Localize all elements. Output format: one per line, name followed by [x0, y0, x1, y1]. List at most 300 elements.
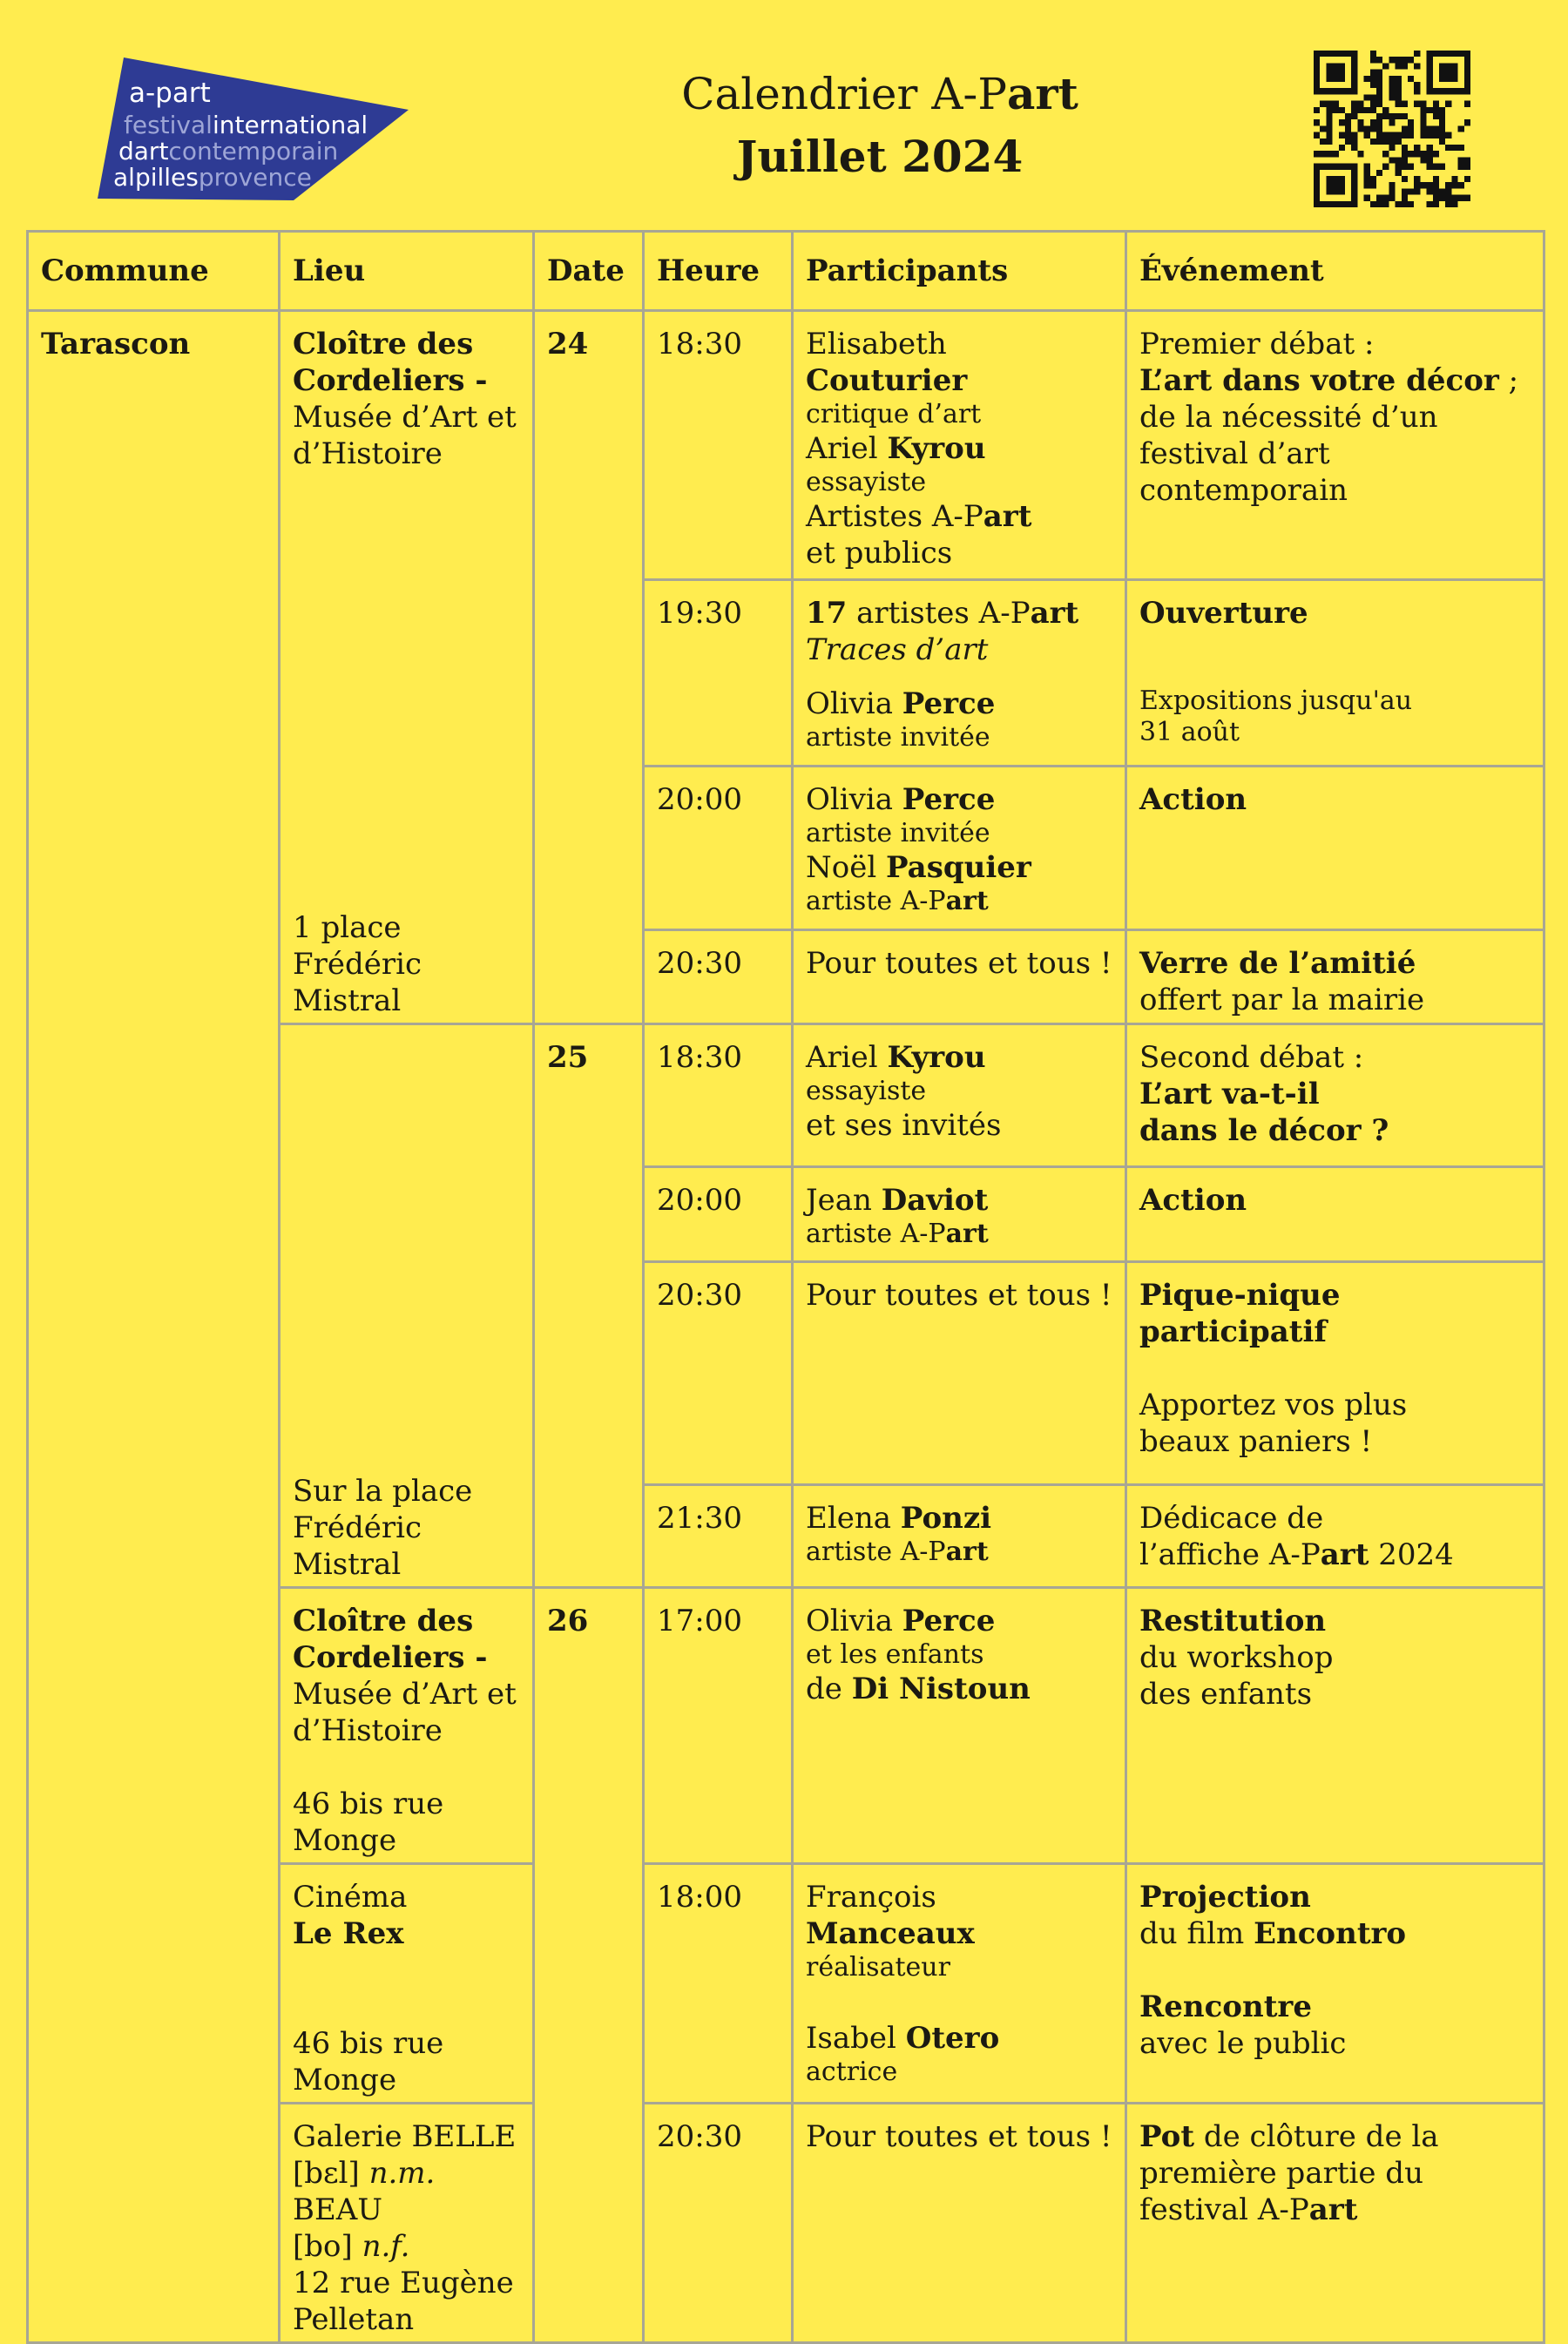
time-cell: 21:30 [644, 1485, 793, 1588]
qr-module [1433, 201, 1439, 207]
qr-module [1339, 119, 1345, 125]
qr-module [1408, 132, 1414, 138]
qr-module [1351, 101, 1357, 107]
qr-module [1427, 188, 1433, 194]
qr-module [1339, 201, 1345, 207]
qr-module [1458, 88, 1464, 94]
qr-module [1451, 145, 1457, 151]
qr-module [1364, 170, 1370, 176]
qr-module [1464, 51, 1470, 57]
qr-module [1451, 195, 1457, 201]
qr-module [1314, 182, 1320, 188]
time-cell: 18:00 [644, 1864, 793, 2104]
qr-module [1364, 195, 1370, 201]
qr-module [1314, 119, 1320, 125]
qr-module [1445, 101, 1451, 107]
qr-module [1376, 170, 1382, 176]
qr-module [1351, 107, 1357, 113]
qr-module [1333, 201, 1339, 207]
qr-module [1439, 88, 1445, 94]
qr-module [1408, 188, 1414, 194]
qr-module [1326, 51, 1332, 57]
qr-module [1451, 182, 1457, 188]
qr-module [1314, 164, 1320, 170]
qr-module [1333, 188, 1339, 194]
qr-module [1396, 101, 1402, 107]
qr-module [1402, 63, 1408, 69]
qr-module [1396, 57, 1402, 63]
qr-module [1376, 88, 1382, 94]
qr-module [1408, 125, 1414, 132]
qr-module [1389, 182, 1395, 188]
qr-module [1339, 176, 1345, 182]
qr-module [1326, 107, 1332, 113]
qr-module [1458, 157, 1464, 163]
qr-module [1351, 82, 1357, 88]
qr-module [1320, 101, 1326, 107]
qr-module [1376, 125, 1382, 132]
qr-module [1433, 188, 1439, 194]
event-cell: Ouverture Expositions jusqu'au 31 août [1126, 580, 1544, 767]
qr-module [1376, 70, 1382, 76]
qr-module [1458, 164, 1464, 170]
qr-module [1351, 170, 1357, 176]
qr-module [1464, 101, 1470, 107]
qr-module [1326, 182, 1332, 188]
qr-module [1414, 101, 1420, 107]
qr-module [1439, 138, 1445, 145]
qr-module [1414, 182, 1420, 188]
qr-module [1370, 176, 1376, 182]
qr-module [1464, 164, 1470, 170]
qr-module [1333, 76, 1339, 82]
qr-module [1408, 57, 1414, 63]
qr-module [1427, 164, 1433, 170]
qr-module [1396, 164, 1402, 170]
qr-module [1439, 76, 1445, 82]
qr-module [1370, 51, 1376, 57]
qr-module [1345, 132, 1351, 138]
qr-module [1427, 145, 1433, 151]
qr-module [1339, 70, 1345, 76]
qr-module [1445, 201, 1451, 207]
qr-module [1314, 63, 1320, 69]
date-cell: 24 [534, 311, 644, 1024]
qr-module [1370, 125, 1376, 132]
schedule-table [26, 230, 1545, 2344]
qr-module [1451, 70, 1457, 76]
participants-cell: Pour toutes et tous ! [793, 2104, 1126, 2343]
qr-module [1458, 145, 1464, 151]
qr-module [1433, 195, 1439, 201]
qr-module [1326, 101, 1332, 107]
qr-module [1351, 113, 1357, 119]
qr-module [1445, 70, 1451, 76]
qr-module [1314, 57, 1320, 63]
qr-module [1389, 138, 1395, 145]
qr-module [1389, 188, 1395, 194]
qr-module [1408, 151, 1414, 157]
festival-logo [98, 57, 411, 200]
event-cell: Action [1126, 767, 1544, 930]
qr-module [1439, 195, 1445, 201]
qr-module [1314, 201, 1320, 207]
qr-module [1427, 57, 1433, 63]
qr-module [1396, 63, 1402, 69]
qr-module [1370, 94, 1376, 100]
qr-module [1320, 88, 1326, 94]
time-cell: 18:30 [644, 1024, 793, 1167]
event-cell: Dédicace de l’affiche A-Part 2024 [1126, 1485, 1544, 1588]
qr-module [1351, 188, 1357, 194]
qr-module [1402, 145, 1408, 151]
qr-code[interactable] [1314, 51, 1470, 207]
date-cell: 25 [534, 1024, 644, 1588]
qr-module [1420, 119, 1426, 125]
qr-module [1364, 176, 1370, 182]
qr-module [1370, 82, 1376, 88]
qr-module [1376, 57, 1382, 63]
participants-cell: Pour toutes et tous ! [793, 1262, 1126, 1485]
qr-module [1402, 57, 1408, 63]
qr-module [1326, 113, 1332, 119]
qr-module [1433, 164, 1439, 170]
participants-cell: Elisabeth Couturier critique d’art Ariel Kyrou essayiste Artistes A-Part et publics [793, 311, 1126, 580]
qr-module [1420, 157, 1426, 163]
qr-module [1464, 157, 1470, 163]
qr-module [1396, 201, 1402, 207]
qr-module [1370, 76, 1376, 82]
qr-module [1439, 132, 1445, 138]
qr-module [1427, 76, 1433, 82]
qr-module [1439, 113, 1445, 119]
participants-cell: Elena Ponzi artiste A-Part [793, 1485, 1126, 1588]
qr-module [1345, 88, 1351, 94]
qr-module [1320, 151, 1326, 157]
qr-module [1351, 132, 1357, 138]
qr-module [1351, 201, 1357, 207]
qr-module [1433, 101, 1439, 107]
qr-module [1451, 51, 1457, 57]
qr-module [1333, 51, 1339, 57]
qr-module [1458, 182, 1464, 188]
qr-module [1326, 176, 1332, 182]
qr-module [1320, 125, 1326, 132]
participants-cell: Olivia Perce et les enfants de Di Nistoun [793, 1588, 1126, 1864]
qr-module [1326, 76, 1332, 82]
qr-module [1464, 70, 1470, 76]
qr-module [1326, 119, 1332, 125]
qr-module [1376, 82, 1382, 88]
qr-module [1464, 88, 1470, 94]
qr-module [1389, 113, 1395, 119]
qr-module [1370, 70, 1376, 76]
qr-module [1351, 76, 1357, 82]
event-cell: Verre de l’amitié offert par la mairie [1126, 929, 1544, 1023]
qr-module [1439, 188, 1445, 194]
qr-module [1396, 132, 1402, 138]
qr-module [1445, 182, 1451, 188]
qr-module [1402, 113, 1408, 119]
qr-module [1326, 88, 1332, 94]
qr-module [1427, 70, 1433, 76]
qr-module [1433, 88, 1439, 94]
qr-module [1314, 170, 1320, 176]
qr-module [1314, 176, 1320, 182]
qr-module [1351, 138, 1357, 145]
qr-module [1314, 188, 1320, 194]
qr-module [1376, 94, 1382, 100]
qr-module [1314, 76, 1320, 82]
qr-module [1439, 70, 1445, 76]
qr-module [1333, 70, 1339, 76]
qr-module [1370, 101, 1376, 107]
qr-module [1364, 132, 1370, 138]
qr-module [1420, 125, 1426, 132]
participants-cell: Olivia Perce artiste invitée Noël Pasquier artiste A-Part [793, 767, 1126, 930]
qr-module [1320, 164, 1326, 170]
qr-module [1339, 188, 1345, 194]
time-cell: 20:00 [644, 1166, 793, 1261]
qr-module [1433, 176, 1439, 182]
qr-module [1339, 63, 1345, 69]
event-cell: Premier débat : L’art dans votre décor ; de la nécessité d’un festival d’art contemporain [1126, 311, 1544, 580]
qr-module [1339, 132, 1345, 138]
qr-module [1408, 201, 1414, 207]
qr-module [1389, 145, 1395, 151]
qr-module [1458, 51, 1464, 57]
qr-module [1396, 138, 1402, 145]
qr-module [1402, 151, 1408, 157]
header-heure: Heure [644, 232, 793, 311]
event-cell: Second débat : L’art va-t-il dans le décor ? [1126, 1024, 1544, 1167]
qr-module [1427, 182, 1433, 188]
qr-module [1339, 145, 1345, 151]
page-title [549, 63, 1211, 188]
qr-module [1433, 51, 1439, 57]
qr-module [1396, 94, 1402, 100]
qr-module [1427, 82, 1433, 88]
qr-module [1314, 107, 1320, 113]
qr-module [1326, 201, 1332, 207]
qr-module [1414, 188, 1420, 194]
qr-module [1345, 51, 1351, 57]
qr-module [1408, 76, 1414, 82]
qr-module [1439, 164, 1445, 170]
qr-module [1333, 63, 1339, 69]
qr-module [1402, 201, 1408, 207]
time-cell: 20:30 [644, 2104, 793, 2343]
qr-module [1376, 76, 1382, 82]
qr-module [1427, 125, 1433, 132]
time-cell: 19:30 [644, 580, 793, 767]
qr-module [1345, 125, 1351, 132]
qr-module [1439, 125, 1445, 132]
qr-module [1414, 51, 1420, 57]
participants-cell: Pour toutes et tous ! [793, 929, 1126, 1023]
qr-module [1370, 138, 1376, 145]
title-line-1: Calendrier A-Part [681, 68, 1078, 119]
qr-module [1445, 63, 1451, 69]
qr-module [1376, 101, 1382, 107]
qr-module [1402, 164, 1408, 170]
qr-module [1414, 176, 1420, 182]
qr-module [1314, 70, 1320, 76]
qr-module [1389, 57, 1395, 63]
qr-module [1427, 157, 1433, 163]
qr-module [1427, 201, 1433, 207]
qr-module [1439, 119, 1445, 125]
qr-module [1357, 119, 1363, 125]
qr-module [1427, 107, 1433, 113]
qr-module [1351, 164, 1357, 170]
qr-module [1382, 138, 1389, 145]
qr-module [1445, 51, 1451, 57]
qr-module [1402, 132, 1408, 138]
qr-module [1357, 125, 1363, 132]
qr-module [1314, 195, 1320, 201]
qr-module [1339, 164, 1345, 170]
qr-module [1402, 188, 1408, 194]
qr-module [1414, 151, 1420, 157]
qr-module [1427, 151, 1433, 157]
qr-module [1376, 195, 1382, 201]
qr-module [1389, 119, 1395, 125]
qr-module [1364, 164, 1370, 170]
qr-module [1445, 188, 1451, 194]
qr-module [1364, 125, 1370, 132]
qr-module [1376, 132, 1382, 138]
qr-module [1420, 107, 1426, 113]
qr-module [1389, 82, 1395, 88]
qr-module [1333, 151, 1339, 157]
qr-module [1370, 119, 1376, 125]
qr-module [1389, 195, 1395, 201]
qr-module [1427, 132, 1433, 138]
header-commune: Commune [28, 232, 280, 311]
qr-module [1464, 119, 1470, 125]
qr-module [1439, 107, 1445, 113]
qr-module [1364, 94, 1370, 100]
qr-module [1339, 182, 1345, 188]
qr-module [1345, 119, 1351, 125]
qr-module [1345, 201, 1351, 207]
time-cell: 20:30 [644, 1262, 793, 1485]
qr-module [1364, 76, 1370, 82]
logo-line-1: a-part [129, 78, 211, 109]
qr-module [1333, 176, 1339, 182]
qr-module [1458, 125, 1464, 132]
qr-module [1339, 76, 1345, 82]
qr-module [1414, 82, 1420, 88]
qr-module [1382, 151, 1389, 157]
qr-module [1389, 157, 1395, 163]
qr-module [1333, 107, 1339, 113]
qr-module [1314, 151, 1320, 157]
qr-module [1445, 76, 1451, 82]
qr-module [1389, 94, 1395, 100]
time-cell: 20:00 [644, 767, 793, 930]
qr-module [1433, 182, 1439, 188]
qr-module [1433, 125, 1439, 132]
qr-module [1445, 132, 1451, 138]
qr-module [1326, 164, 1332, 170]
participants-cell: Ariel Kyrou essayiste et ses invités [793, 1024, 1126, 1167]
qr-module [1402, 101, 1408, 107]
qr-module [1351, 195, 1357, 201]
qr-module [1345, 164, 1351, 170]
qr-module [1402, 125, 1408, 132]
qr-module [1320, 51, 1326, 57]
qr-module [1333, 88, 1339, 94]
qr-module [1364, 107, 1370, 113]
qr-module [1326, 188, 1332, 194]
qr-module [1351, 63, 1357, 69]
qr-module [1370, 201, 1376, 207]
qr-module [1376, 138, 1382, 145]
qr-module [1376, 113, 1382, 119]
qr-module [1396, 82, 1402, 88]
qr-module [1427, 88, 1433, 94]
qr-module [1314, 82, 1320, 88]
title-line-2: Juillet 2024 [736, 131, 1024, 182]
time-cell: 20:30 [644, 929, 793, 1023]
qr-module [1396, 113, 1402, 119]
qr-module [1382, 113, 1389, 119]
qr-module [1345, 113, 1351, 119]
qr-module [1357, 107, 1363, 113]
qr-module [1396, 170, 1402, 176]
qr-module [1420, 132, 1426, 138]
qr-module [1414, 88, 1420, 94]
qr-module [1351, 51, 1357, 57]
qr-module [1420, 101, 1426, 107]
qr-module [1433, 113, 1439, 119]
qr-module [1433, 107, 1439, 113]
qr-module [1382, 201, 1389, 207]
qr-module [1439, 51, 1445, 57]
qr-module [1420, 182, 1426, 188]
header-row [28, 232, 1544, 311]
participants-cell: 17 artistes A-Part Traces d’art Olivia Perce artiste invitée [793, 580, 1126, 767]
qr-module [1345, 138, 1351, 145]
header-lieu: Lieu [280, 232, 534, 311]
qr-module [1439, 63, 1445, 69]
qr-module [1464, 176, 1470, 182]
lieu-cell: Galerie BELLE [bɛl] n.m. BEAU [bo] n.f. 12 rue Eugène Pelletan [280, 2104, 534, 2343]
lieu-cell: Sur la place Frédéric Mistral [280, 1024, 534, 1588]
lieu-cell: Cloître des Cordeliers - Musée d’Art et d’Histoire 46 bis rue Monge [280, 1588, 534, 1864]
header-date: Date [534, 232, 644, 311]
event-cell: Pot de clôture de la première partie du festival A-Part [1126, 2104, 1544, 2343]
qr-module [1427, 51, 1433, 57]
qr-module [1333, 101, 1339, 107]
qr-module [1339, 88, 1345, 94]
qr-module [1370, 182, 1376, 188]
participants-cell: Jean Daviot artiste A-Part [793, 1166, 1126, 1261]
qr-module [1427, 63, 1433, 69]
qr-module [1408, 164, 1414, 170]
qr-module [1464, 76, 1470, 82]
qr-module [1402, 157, 1408, 163]
qr-module [1445, 195, 1451, 201]
time-cell: 17:00 [644, 1588, 793, 1864]
qr-module [1382, 107, 1389, 113]
qr-module [1326, 151, 1332, 157]
qr-module [1333, 182, 1339, 188]
qr-module [1464, 195, 1470, 201]
qr-module [1382, 195, 1389, 201]
